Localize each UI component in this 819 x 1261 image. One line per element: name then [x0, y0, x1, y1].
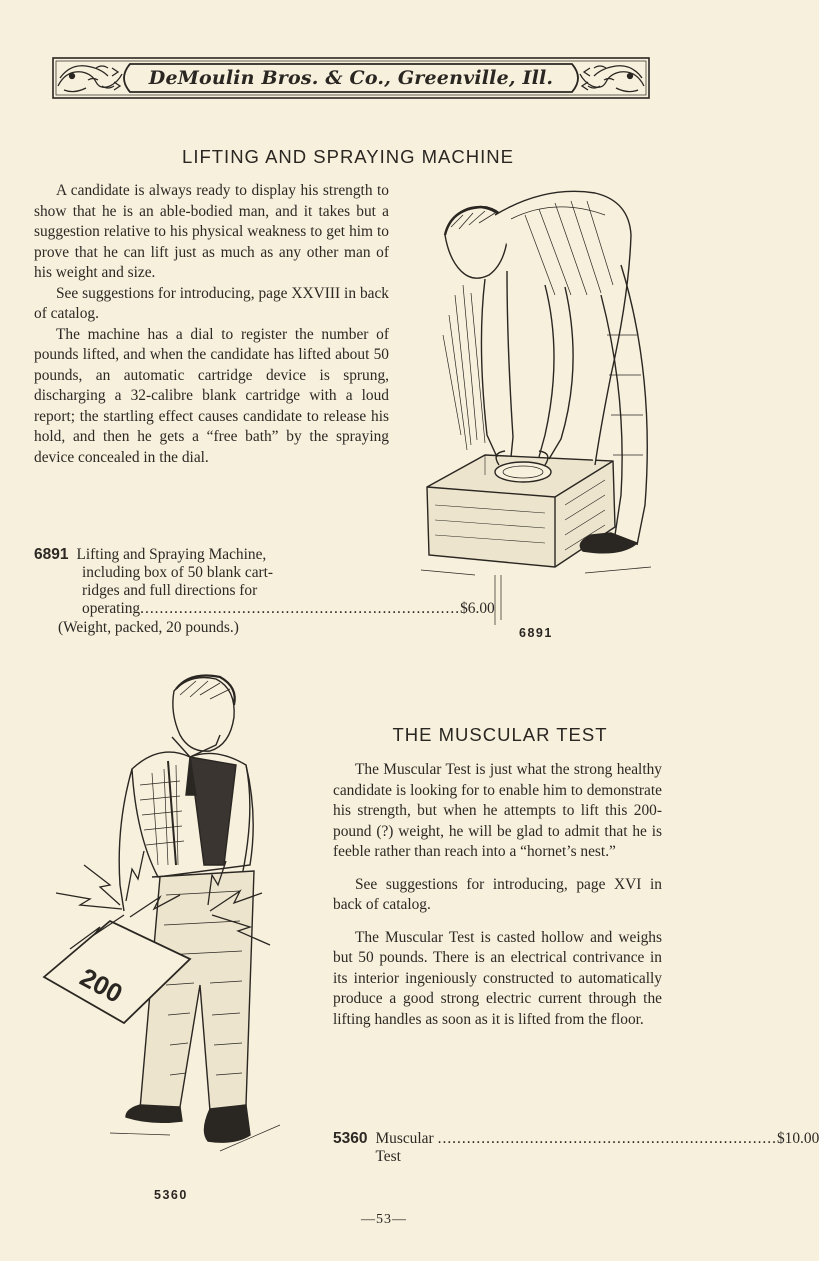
- item-price: $10.00: [776, 1130, 819, 1147]
- leader-dots: ......................................................................: [437, 1130, 777, 1147]
- lifting-machine-description: [34, 181, 389, 468]
- item-number: 6891: [34, 546, 69, 563]
- paragraph: The Muscular Test is just what the strong healthy candidate is looking for to enable him to demonstrate his strength, but when he attempts to lift this 200-pound (?) weight, he will be glad to admit that he is feeble rather than reach into a “hornet’s nest.”: [333, 761, 662, 860]
- item-description: operating: [82, 600, 141, 617]
- catalog-item-5360: [333, 1130, 819, 1166]
- item-description: Lifting and Spraying Machine,: [76, 546, 267, 563]
- leader-dots: ..................................................................: [140, 600, 461, 617]
- section-heading-lifting-machine: LIFTING AND SPRAYING MACHINE: [182, 146, 514, 167]
- item-description: ridges and full directions for: [82, 582, 258, 599]
- header-banner: [52, 56, 650, 100]
- muscular-test-illustration: [40, 665, 290, 1185]
- paragraph: A candidate is always ready to display his strength to show that he is an able-bodied man, and it takes but a suggestion relative to his physical weakness to get him to prove that he can lift just as much as any other man of his weight and size.: [34, 182, 389, 281]
- figure-label-5360: 5360: [154, 1188, 188, 1202]
- muscular-test-description: [333, 760, 662, 1030]
- paragraph: The machine has a dial to register the number of pounds lifted, and when the candidate has lifted about 50 pounds, an automatic cartridge device is sprung, discharging a 32-calibre blank cartridge with a loud report; the startling effect causes candidate to release his hold, and then he gets a “free bath” by the spraying device concealed in the dial.: [34, 325, 389, 466]
- item-price: $6.00: [460, 600, 495, 617]
- paragraph: The Muscular Test is casted hollow and weighs but 50 pounds. There is an electrical contrivance in its interior ingeniously constructed to automatically produce a good strong electric current through the lifting handles as soon as it is lifted from the floor.: [333, 928, 662, 1028]
- page-number: —53—: [361, 1212, 407, 1227]
- item-description: including box of 50 blank cart-: [82, 564, 274, 581]
- lifting-machine-illustration: [415, 175, 665, 630]
- paragraph: See suggestions for introducing, page XVI in back of catalog.: [333, 875, 662, 913]
- figure-label-6891: 6891: [519, 626, 553, 640]
- paragraph: See suggestions for introducing, page XXVIII in back of catalog.: [34, 284, 389, 322]
- weight-note: (Weight, packed, 20 pounds.): [58, 619, 239, 636]
- header-title: DeMoulin Bros. & Co., Greenville, Ill.: [148, 67, 554, 89]
- item-description: Muscular Test: [375, 1130, 434, 1165]
- catalog-item-6891: [34, 546, 495, 618]
- item-number: 5360: [333, 1130, 368, 1147]
- weight-marking-200: 200: [75, 961, 128, 1009]
- section-heading-muscular-test: THE MUSCULAR TEST: [392, 724, 608, 745]
